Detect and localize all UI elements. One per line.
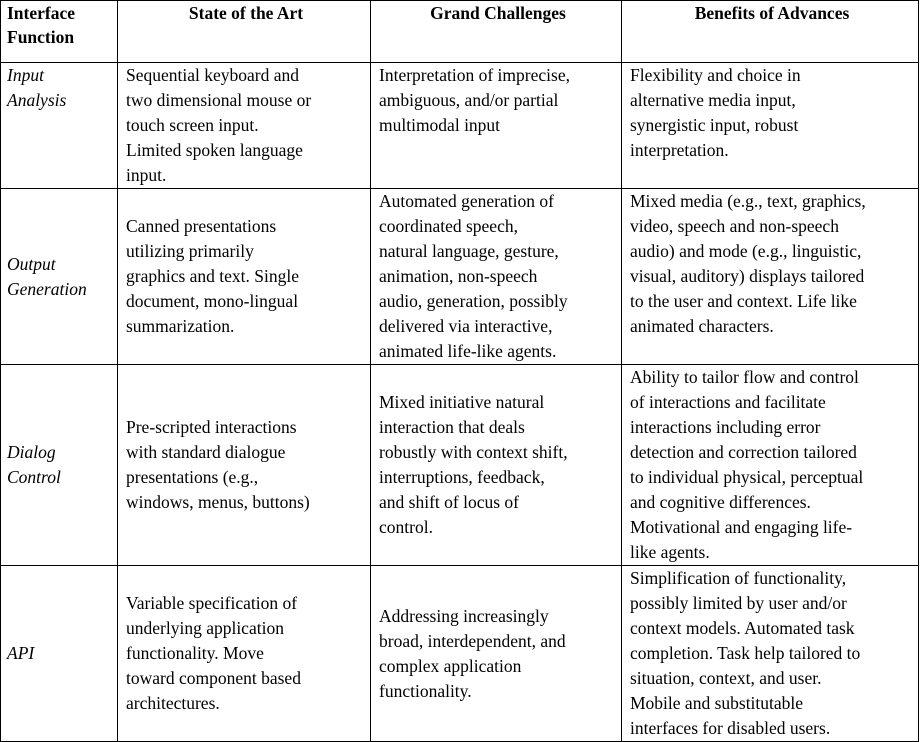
state-cell: Sequential keyboard and two dimensional mouse or touch screen input. Limited spoken language input. <box>118 63 371 189</box>
header-benefits-of-advances: Benefits of Advances <box>622 1 919 63</box>
table-row <box>1 63 919 189</box>
benefits-cell: Simplification of functionality, possibly limited by user and/or context models. Automated task completion. Task help tailored to situation, context, and user. Mobile and substitutable interfaces for disabled users. <box>622 566 919 742</box>
state-cell: Canned presentations utilizing primarily graphics and text. Single document, mono-lingual summarization. <box>118 189 371 365</box>
challenges-cell: Mixed initiative natural interaction that deals robustly with context shift, interruptions, feedback, and shift of locus of control. <box>371 365 622 566</box>
challenges-cell: Interpretation of imprecise, ambiguous, and/or partial multimodal input <box>371 63 622 189</box>
header-interface-function: Interface Function <box>1 1 118 63</box>
challenges-cell: Automated generation of coordinated speech, natural language, gesture, animation, non-speech audio, generation, possibly delivered via interactive, animated life-like agents. <box>371 189 622 365</box>
function-cell: Dialog Control <box>1 365 118 566</box>
table-row <box>1 365 919 566</box>
header-state-of-the-art: State of the Art <box>118 1 371 63</box>
benefits-cell: Ability to tailor flow and control of interactions and facilitate interactions including error detection and correction tailored to individual physical, perceptual and cognitive differences. Motivational and engaging life- like agents. <box>622 365 919 566</box>
state-cell: Variable specification of underlying application functionality. Move toward component based architectures. <box>118 566 371 742</box>
table-row <box>1 189 919 365</box>
benefits-cell: Mixed media (e.g., text, graphics, video, speech and non-speech audio) and mode (e.g., linguistic, visual, auditory) displays tailored to the user and context. Life like animated characters. <box>622 189 919 365</box>
function-cell: Input Analysis <box>1 63 118 189</box>
benefits-cell: Flexibility and choice in alternative media input, synergistic input, robust interpretation. <box>622 63 919 189</box>
state-cell: Pre-scripted interactions with standard dialogue presentations (e.g., windows, menus, buttons) <box>118 365 371 566</box>
table-row <box>1 566 919 742</box>
challenges-cell: Addressing increasingly broad, interdependent, and complex application functionality. <box>371 566 622 742</box>
function-cell: API <box>1 566 118 742</box>
header-row <box>1 1 919 63</box>
header-grand-challenges: Grand Challenges <box>371 1 622 63</box>
function-cell: Output Generation <box>1 189 118 365</box>
